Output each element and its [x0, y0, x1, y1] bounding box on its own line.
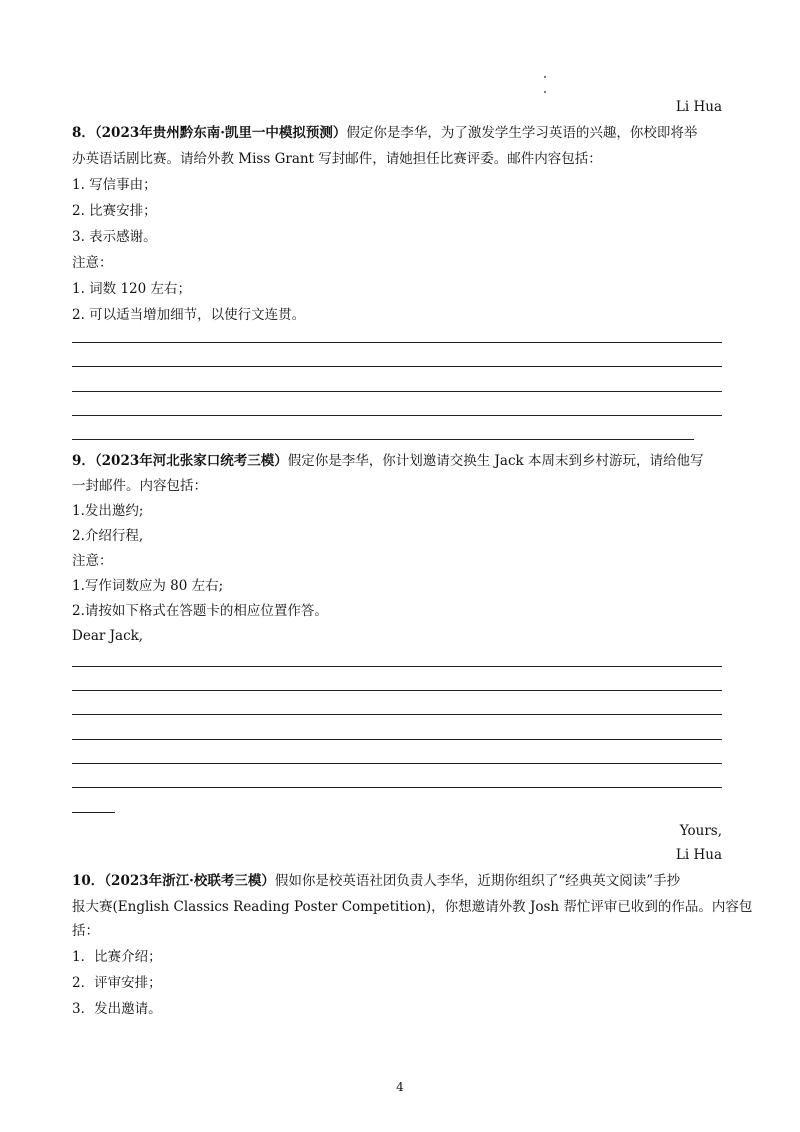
q8-point-2: 2. 比赛安排； — [72, 203, 157, 219]
q9-salutation: Dear Jack, — [72, 628, 144, 644]
answer-line — [72, 787, 722, 788]
q9-prompt-2: 一封邮件。内容包括： — [72, 478, 207, 494]
q10-point-1: 1．比赛介绍； — [72, 949, 162, 965]
q9-point-1: 1.发出邀约; — [72, 503, 144, 519]
q9-note-label: 注意： — [72, 553, 113, 569]
answer-line — [72, 739, 722, 740]
answer-line — [72, 415, 722, 416]
page-number: 4 — [396, 1080, 404, 1094]
q8-source: （2023年贵州黔东南·凯里一中模拟预测） — [94, 125, 347, 141]
q9-line1 — [72, 452, 704, 470]
q10-prompt-3: 括： — [72, 923, 99, 939]
top-signature: Li Hua — [675, 99, 722, 115]
answer-line — [72, 666, 722, 667]
q9-signature: Li Hua — [675, 847, 722, 863]
answer-line — [72, 391, 722, 392]
mark-dot — [544, 91, 546, 93]
q9-closing: Yours, — [679, 823, 722, 839]
q8-prompt-2: 办英语话剧比赛。请给外教 Miss Grant 写封邮件，请她担任比赛评委。邮件内容包括： — [72, 151, 602, 167]
answer-line — [72, 714, 722, 715]
q10-number: 10． — [72, 873, 105, 889]
q9-note-2: 2.请按如下格式在答题卡的相应位置作答。 — [72, 603, 328, 619]
q10-line1 — [72, 872, 680, 890]
q8-line1 — [72, 124, 697, 142]
q8-number: 8． — [72, 125, 95, 141]
q10-prompt-1: 假如你是校英语社团负责人李华，近期你组织了“经典英文阅读”手抄 — [274, 873, 681, 889]
answer-line-short — [72, 812, 115, 813]
answer-line — [72, 342, 722, 343]
q8-point-3: 3. 表示感谢。 — [72, 229, 157, 245]
answer-line — [72, 690, 722, 691]
q9-point-2: 2.介绍行程, — [72, 528, 144, 544]
q9-prompt-1: 假定你是李华，你计划邀请交换生 Jack 本周末到乡村游玩，请给他写 — [287, 453, 704, 469]
q10-point-2: 2．评审安排； — [72, 975, 162, 991]
q10-prompt-2: 报大赛(English Classics Reading Poster Competition)，你想邀请外教 Josh 帮忙评审已收到的作品。内容包 — [72, 899, 753, 915]
q10-source: （2023年浙江·校联考三模） — [104, 873, 275, 889]
q8-note-1: 1. 词数 120 左右； — [72, 281, 192, 297]
q8-note-2: 2. 可以适当增加细节，以使行文连贯。 — [72, 307, 306, 323]
q9-number: 9． — [72, 453, 95, 469]
q10-point-3: 3．发出邀请。 — [72, 1001, 162, 1017]
answer-line — [72, 763, 722, 764]
answer-line — [72, 439, 694, 440]
q8-note-label: 注意： — [72, 255, 113, 271]
q9-note-1: 1.写作词数应为 80 左右; — [72, 578, 224, 594]
q8-point-1: 1. 写信事由； — [72, 177, 157, 193]
mark-dot — [544, 76, 546, 78]
q8-prompt-1: 假定你是李华，为了激发学生学习英语的兴趣，你校即将举 — [346, 125, 698, 141]
answer-line — [72, 366, 722, 367]
q9-source: （2023年河北张家口统考三模） — [94, 453, 288, 469]
